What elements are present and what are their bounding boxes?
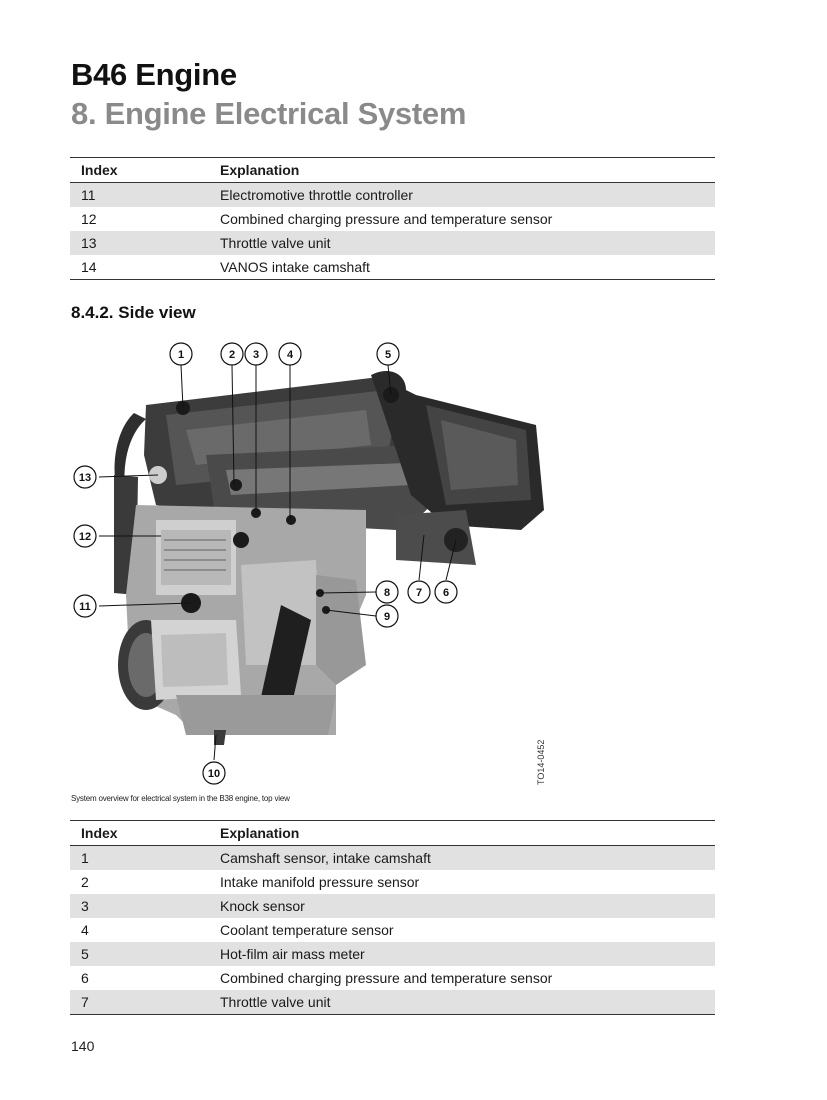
callout-13 <box>74 466 96 488</box>
table-row <box>70 870 715 894</box>
index-table-top <box>70 157 715 280</box>
page-number: 140 <box>71 1038 95 1054</box>
cell-index: 14 <box>70 255 220 280</box>
column-header-index: Index <box>70 821 220 846</box>
table-row <box>70 990 715 1015</box>
cell-index: 13 <box>70 231 220 255</box>
figure-caption: System overview for electrical system in the B38 engine, top view <box>71 794 290 803</box>
callout-10 <box>203 762 225 784</box>
chapter-title: 8. Engine Electrical System <box>71 96 467 131</box>
cell-explanation: Knock sensor <box>220 894 715 918</box>
callout-1 <box>170 343 192 365</box>
svg-text:6: 6 <box>442 587 450 599</box>
cell-explanation: Combined charging pressure and temperature sensor <box>220 211 553 227</box>
table-row <box>70 894 715 918</box>
cell-explanation: Combined charging pressure and temperature sensor <box>220 970 553 986</box>
cell-explanation: Camshaft sensor, intake camshaft <box>220 846 715 871</box>
callout-2 <box>221 343 243 365</box>
svg-text:8: 8 <box>383 587 391 599</box>
table-row <box>70 255 715 280</box>
callout-6 <box>435 581 457 603</box>
table-row <box>70 207 715 231</box>
callout-11 <box>74 595 96 617</box>
column-header-explanation: Explanation <box>220 158 715 183</box>
table-row <box>70 183 715 208</box>
callout-12 <box>74 525 96 547</box>
cell-explanation: Electromotive throttle controller <box>220 183 715 208</box>
table-row <box>70 918 715 942</box>
svg-text:12: 12 <box>78 531 92 543</box>
table-row <box>70 966 715 990</box>
svg-text:2: 2 <box>228 349 236 361</box>
table-row <box>70 231 715 255</box>
figure-code: TO14-0452 <box>536 739 546 785</box>
svg-text:9: 9 <box>383 611 391 623</box>
svg-text:13: 13 <box>78 472 92 484</box>
svg-text:11: 11 <box>79 601 91 613</box>
column-header-explanation: Explanation <box>220 821 715 846</box>
table-header-row <box>70 821 715 846</box>
table-row <box>70 846 715 871</box>
cell-explanation: Intake manifold pressure sensor <box>220 874 420 890</box>
index-table-bottom <box>70 820 715 1015</box>
engine-diagram <box>66 335 576 795</box>
callout-4 <box>279 343 301 365</box>
column-header-index: Index <box>70 158 220 183</box>
callout-3 <box>245 343 267 365</box>
callout-5 <box>377 343 399 365</box>
document-title: B46 Engine <box>71 57 237 92</box>
svg-text:5: 5 <box>384 349 392 361</box>
cell-index: 11 <box>70 183 220 208</box>
cell-index: 2 <box>81 874 89 890</box>
cell-index: 5 <box>70 942 220 966</box>
svg-text:1: 1 <box>177 349 185 361</box>
callout-7 <box>408 581 430 603</box>
table-header-row <box>70 158 715 183</box>
cell-index: 1 <box>70 846 220 871</box>
svg-text:4: 4 <box>286 349 294 361</box>
cell-index: 4 <box>81 922 89 938</box>
cell-explanation: Throttle valve unit <box>220 231 715 255</box>
table-row <box>70 942 715 966</box>
cell-explanation: VANOS intake camshaft <box>220 255 715 280</box>
cell-index: 6 <box>81 970 89 986</box>
callout-8 <box>376 581 398 603</box>
cell-explanation: Hot-film air mass meter <box>220 942 715 966</box>
cell-index: 12 <box>81 211 97 227</box>
cell-explanation: Throttle valve unit <box>220 990 715 1015</box>
cell-index: 7 <box>70 990 220 1015</box>
svg-text:3: 3 <box>252 349 260 361</box>
cell-index: 3 <box>70 894 220 918</box>
section-heading: 8.4.2. Side view <box>71 303 196 322</box>
svg-text:7: 7 <box>415 587 423 599</box>
callout-9 <box>376 605 398 627</box>
cell-explanation: Coolant temperature sensor <box>220 922 394 938</box>
svg-text:10: 10 <box>207 768 221 780</box>
engine-illustration <box>114 371 544 745</box>
